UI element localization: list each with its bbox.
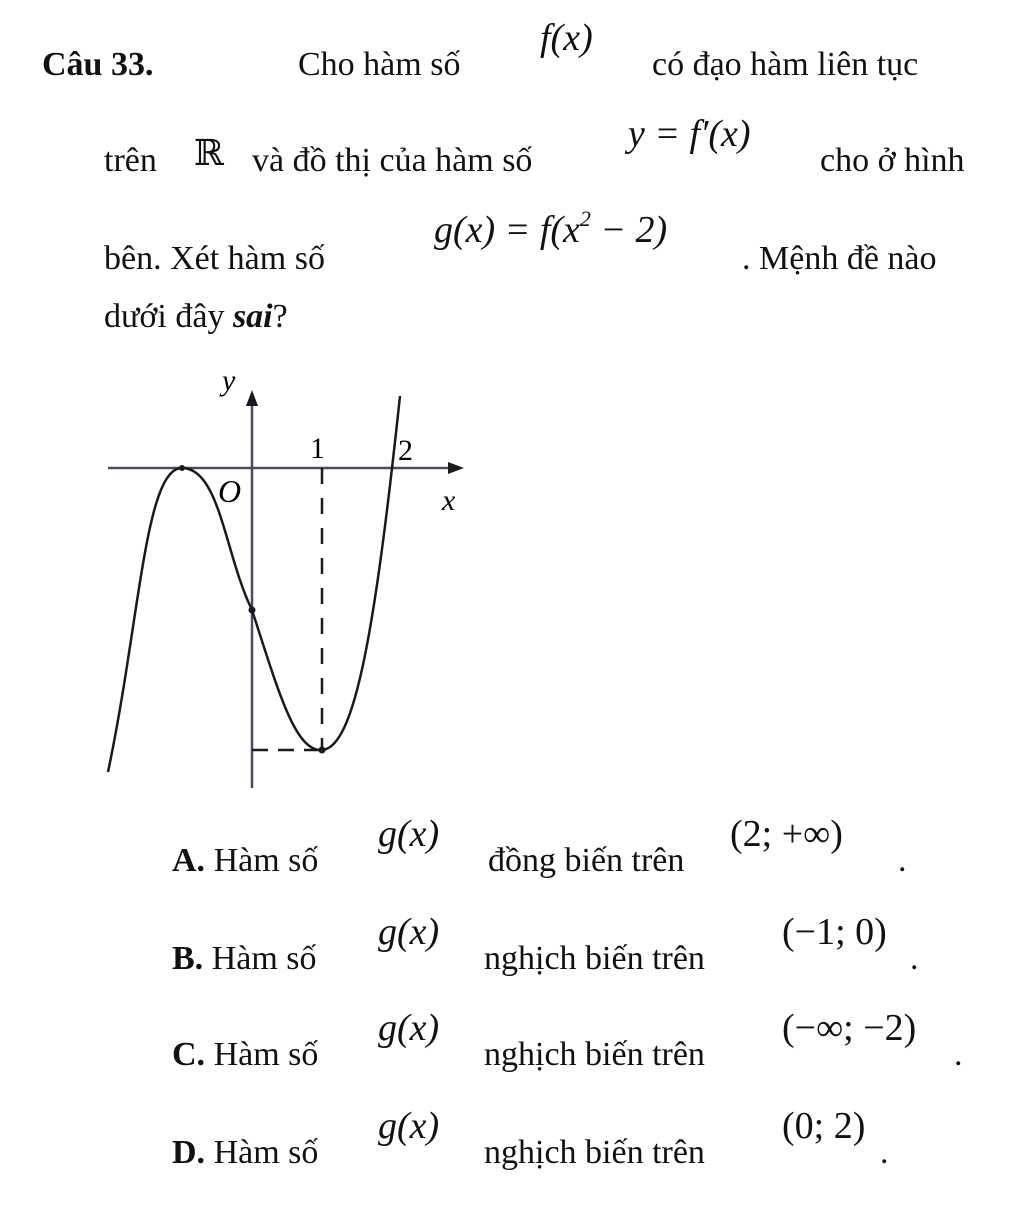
question-text-2a: trên [104,142,157,179]
option-c-prefix-text: Hàm số [213,1036,319,1073]
y-intercept-point [249,607,256,614]
y-axis-arrow-icon [246,390,258,406]
y-axis-label: y [222,364,236,397]
g-def-part-a: g(x) = f(x [434,209,580,251]
x-axis-arrow-icon [448,462,464,474]
option-a-func: g(x) [378,813,440,855]
question-text-3b: . Mệnh đề nào [742,240,937,277]
option-c-letter: C. [172,1036,206,1073]
option-c-verb: nghịch biến trên [484,1036,705,1073]
math-f-of-x: f(x) [540,17,593,59]
g-def-exponent: 2 [579,206,591,231]
question-number: Câu 33. [42,46,154,83]
option-d-prefix-text: Hàm số [213,1134,319,1171]
option-b-func: g(x) [378,911,440,953]
tick-label-1: 1 [310,432,325,465]
option-d-prefix [172,1134,318,1172]
option-b-prefix-text: Hàm số [211,940,317,977]
option-a-prefix [172,842,318,880]
option-d-letter: D. [172,1134,206,1171]
option-d-interval: (0; 2) [782,1105,866,1147]
option-d-verb: nghịch biến trên [484,1134,705,1171]
option-c-prefix [172,1036,318,1074]
g-def-part-b: − 2) [590,209,668,251]
option-c-end: . [954,1036,963,1073]
option-b-interval: (−1; 0) [782,911,887,953]
option-a-end: . [898,842,907,879]
option-c-interval: (−∞; −2) [782,1007,917,1049]
option-b-prefix [172,940,317,978]
question-text-1a: Cho hàm số [298,46,461,83]
option-d-func: g(x) [378,1105,440,1147]
max-point [179,465,185,471]
option-b-end: . [910,940,919,977]
math-g-definition [434,208,667,252]
question-text-4a: dưới đây [104,298,233,335]
emphasis-sai: sai [232,298,273,335]
option-c-func: g(x) [378,1007,440,1049]
question-text-2c: cho ở hình [820,142,965,179]
question-text-2b: và đồ thị của hàm số [252,142,533,179]
option-a-verb: đồng biến trên [488,842,685,879]
option-a-prefix-text: Hàm số [213,842,319,879]
derivative-curve [108,396,400,772]
option-d-end: . [880,1134,889,1171]
minimum-point [319,747,326,754]
option-b-verb: nghịch biến trên [484,940,705,977]
option-a-letter: A. [172,842,206,879]
reals-symbol: ℝ [194,133,224,173]
tick-label-2: 2 [398,434,413,467]
question-text-3a: bên. Xét hàm số [104,240,325,277]
derivative-graph [100,360,480,800]
x-axis-label: x [442,484,456,517]
question-text-1b: có đạo hàm liên tục [652,46,919,83]
option-b-letter: B. [172,940,204,977]
question-text-4 [104,298,288,336]
math-y-eq-fprime: y = f′(x) [628,113,751,155]
origin-label: O [218,473,242,509]
option-a-interval: (2; +∞) [730,813,843,855]
question-text-4b: ? [272,298,288,335]
